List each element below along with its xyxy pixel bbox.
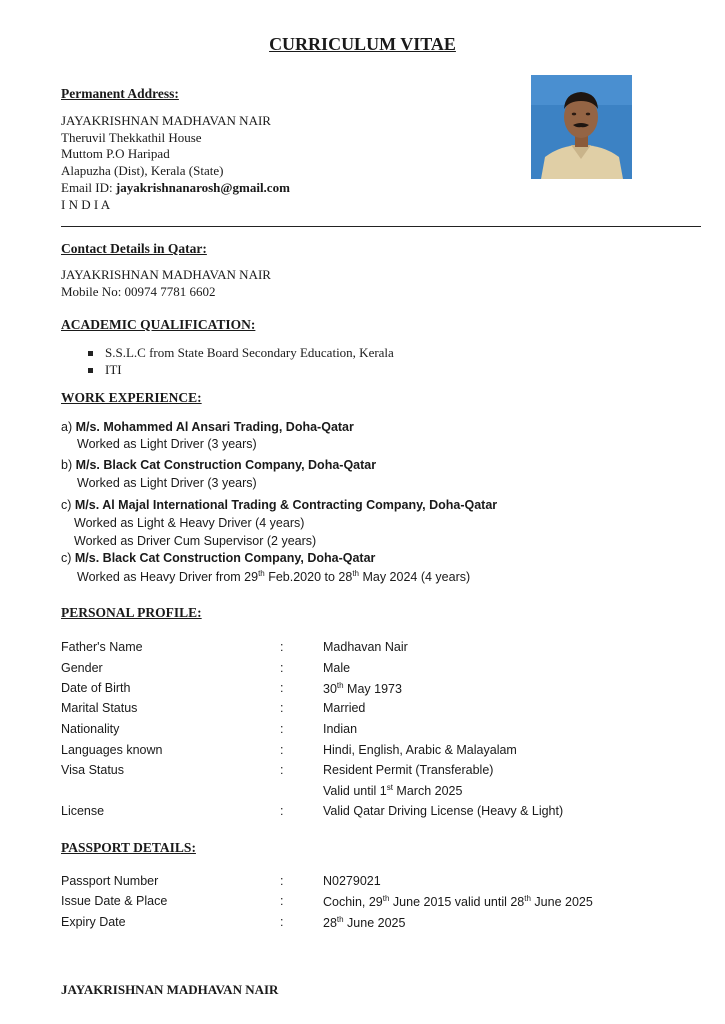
permanent-address-heading: Permanent Address:	[61, 86, 179, 101]
job-entry-title: b) M/s. Black Cat Construction Company, Doha-Qatar	[61, 458, 377, 472]
email-line	[61, 180, 290, 197]
section-divider	[61, 226, 701, 227]
document-title: CURRICULUM VITAE	[269, 34, 456, 54]
address-line-district: Alapuzha (Dist), Kerala (State)	[61, 163, 224, 178]
academic-item: S.S.L.C from State Board Secondary Education, Kerala	[88, 345, 394, 361]
job-entry-title: a) M/s. Mohammed Al Ansari Trading, Doha-Qatar	[61, 420, 354, 434]
address-country: I N D I A	[61, 197, 111, 212]
job-role: Worked as Light Driver (3 years)	[77, 437, 257, 451]
job-role: Worked as Light Driver (3 years)	[77, 476, 257, 490]
person-photo-icon	[531, 75, 632, 179]
address-line-po: Muttom P.O Haripad	[61, 146, 170, 161]
job-entry-title: c) M/s. Al Majal International Trading & Contracting Company, Doha-Qatar	[61, 498, 498, 512]
job-entry-title: c) M/s. Black Cat Construction Company, Doha-Qatar	[61, 551, 376, 565]
job-role: Worked as Light & Heavy Driver (4 years)	[74, 516, 305, 530]
address-line-house: Theruvil Thekkathil House	[61, 130, 202, 145]
contact-mobile: Mobile No: 00974 7781 6602	[61, 284, 216, 299]
job-role: Worked as Heavy Driver from 29th Feb.2020 to 28th May 2024 (4 years)	[77, 569, 471, 585]
contact-name: JAYAKRISHNAN MADHAVAN NAIR	[61, 267, 271, 282]
address-line-name: JAYAKRISHNAN MADHAVAN NAIR	[61, 113, 271, 128]
personal-heading: PERSONAL PROFILE:	[61, 605, 202, 620]
bullet-icon	[88, 368, 93, 373]
email-value[interactable]: jayakrishnanarosh@gmail.com	[115, 180, 290, 195]
job-role: Worked as Driver Cum Supervisor (2 years)	[74, 534, 317, 548]
email-label: Email ID:	[61, 180, 116, 195]
work-heading: WORK EXPERIENCE:	[61, 390, 202, 405]
contact-qatar-heading: Contact Details in Qatar:	[61, 241, 207, 256]
footer-name: JAYAKRISHNAN MADHAVAN NAIR	[61, 982, 279, 997]
passport-heading: PASSPORT DETAILS:	[61, 840, 196, 855]
academic-item: ITI	[88, 362, 122, 378]
profile-photo	[531, 75, 632, 179]
academic-heading: ACADEMIC QUALIFICATION:	[61, 317, 256, 332]
bullet-icon	[88, 351, 93, 356]
